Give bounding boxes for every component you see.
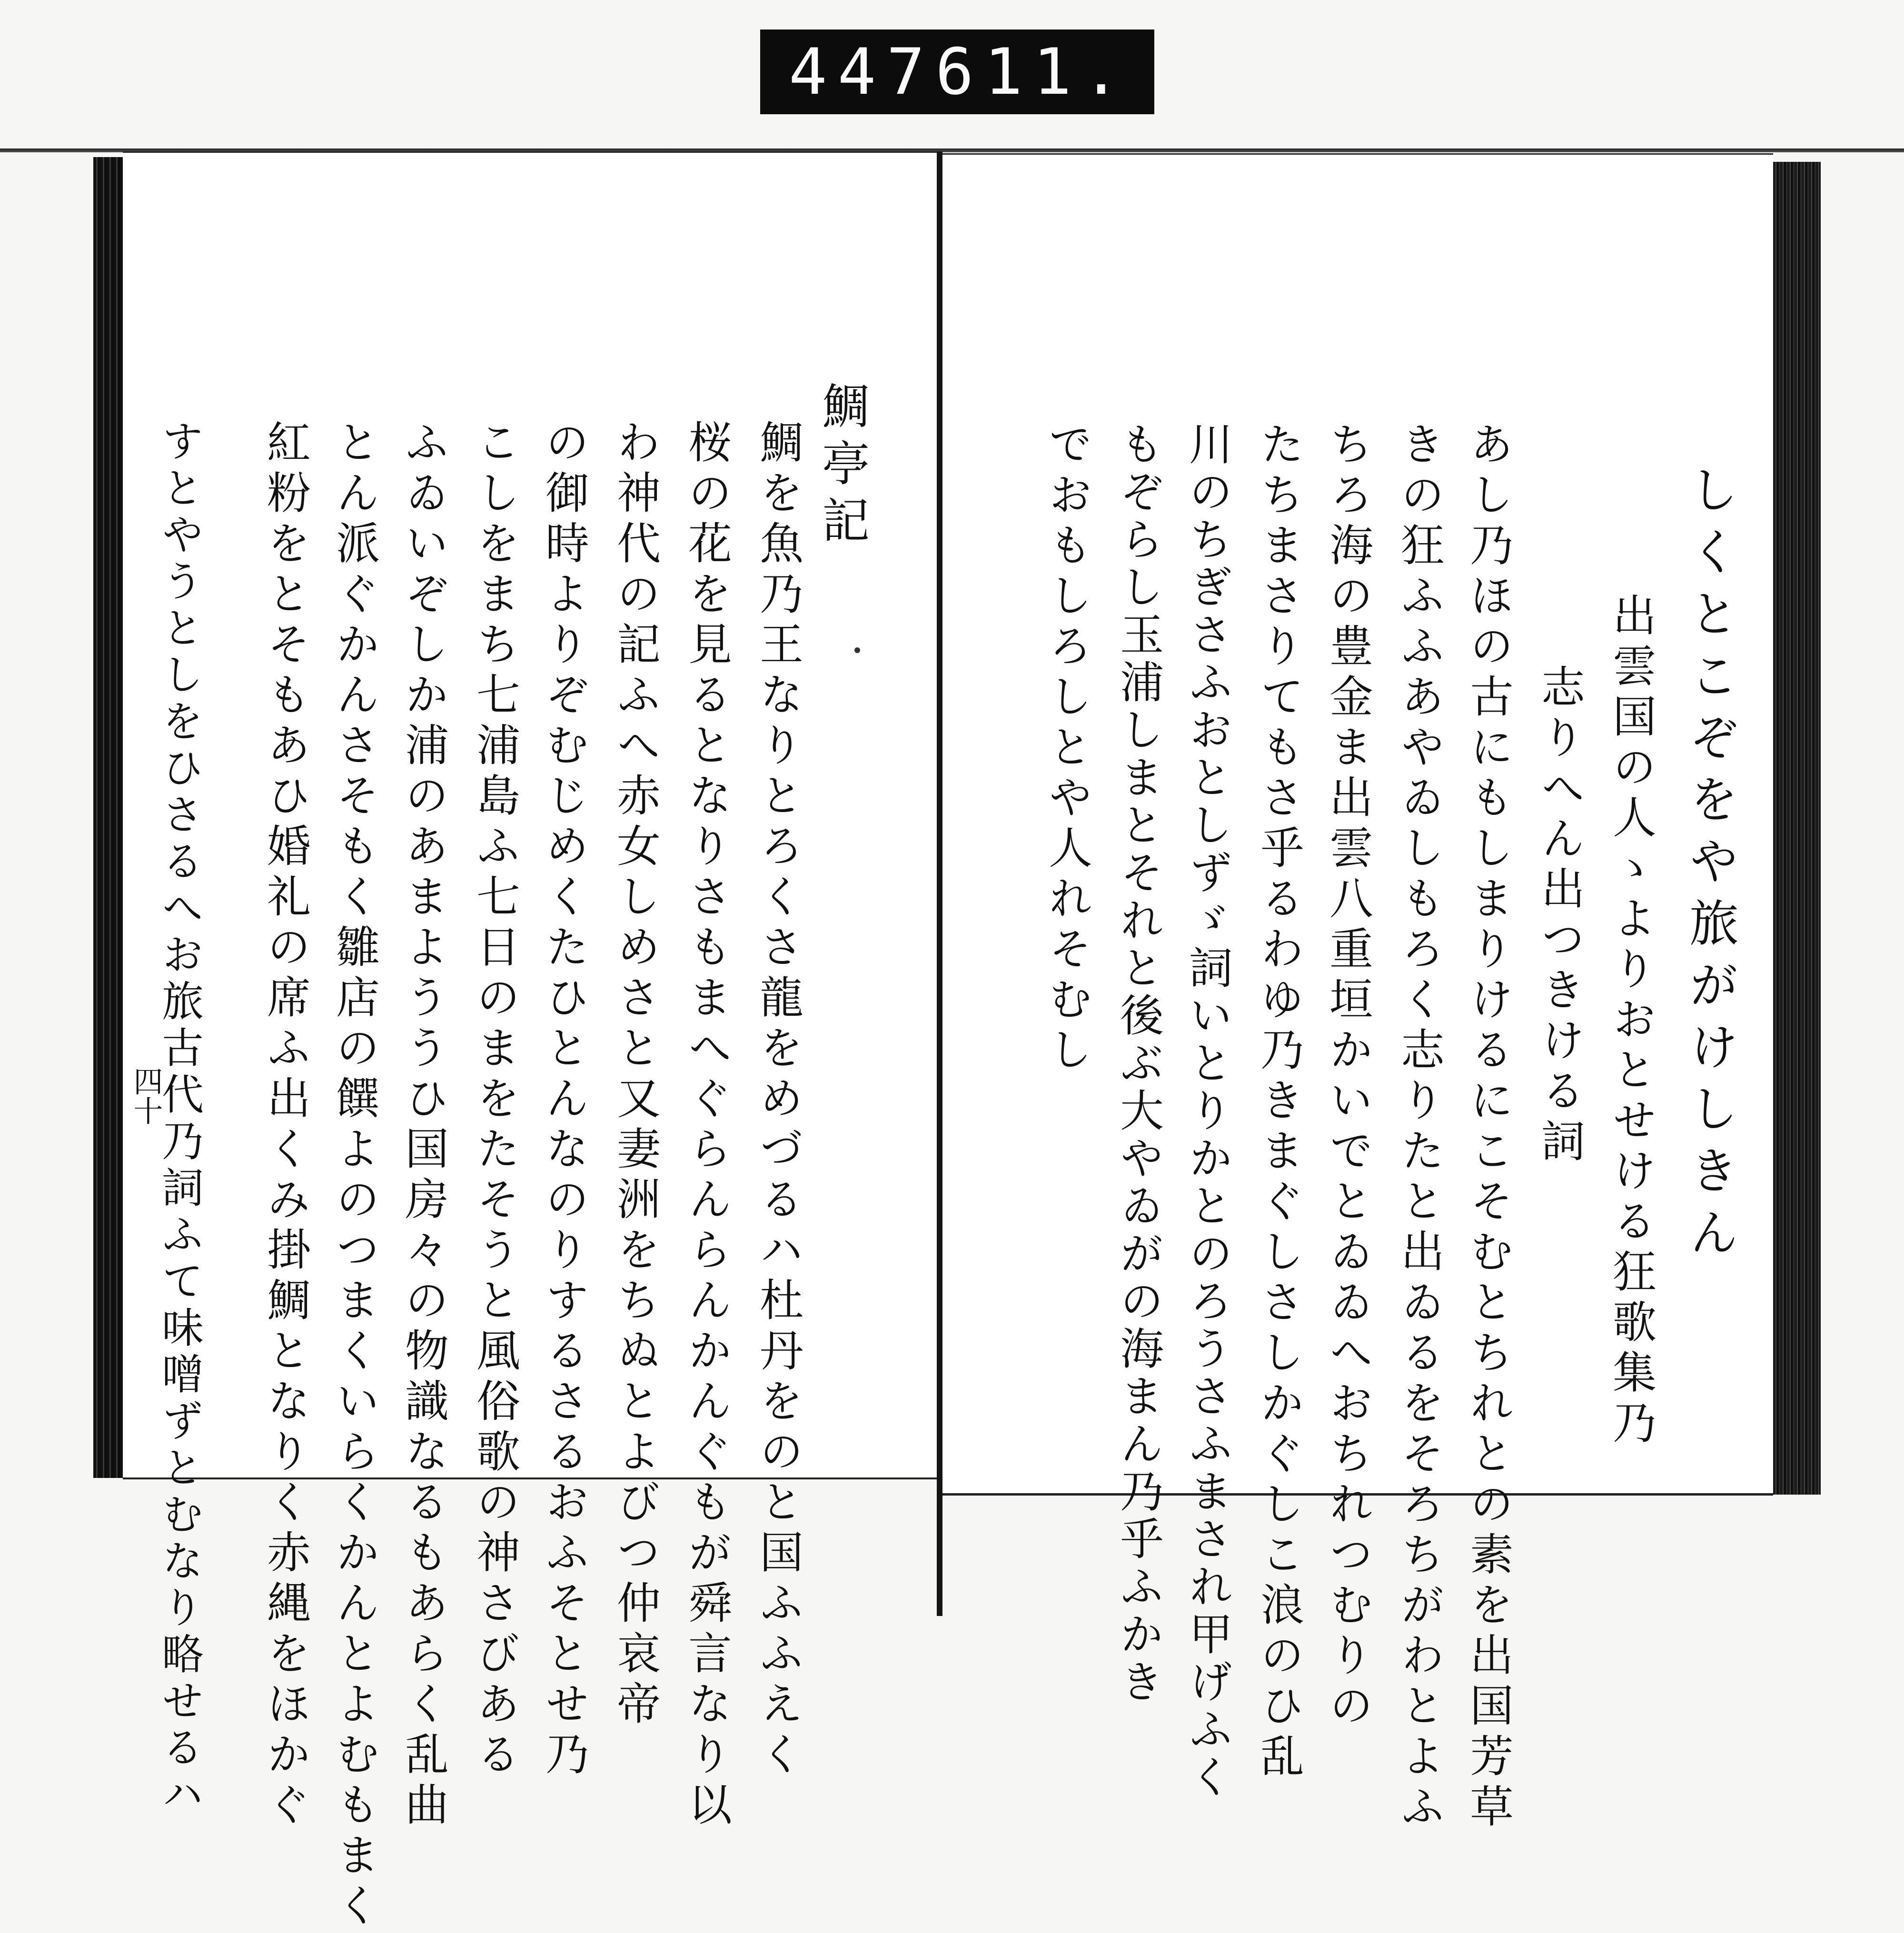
- right-line-5: ちろ海の豊金ま出雲八重垣かいでとゐゐへおちれつむりの: [1322, 421, 1373, 1733]
- left-book-edge: [93, 157, 123, 1478]
- left-line-3: わ神代の記ふへ赤女しめさと又妻洲をちぬとよびつ仲哀帝: [610, 419, 661, 1731]
- right-line-9: でおもしろしとや人れそむし: [1041, 421, 1092, 1077]
- left-page: [123, 151, 939, 1933]
- left-line-4: の御時よりぞむじめくたひとんなのりするさるおふそとせ乃: [538, 419, 589, 1782]
- right-line-6: たちまさりてもさ乎るわゆ乃きまぐしさしかぐしこ浪のひ乱: [1253, 421, 1304, 1784]
- page-number: 四十: [129, 1066, 163, 1125]
- right-line-3: あし乃ほの古にもしまりけるにこそむとちれとの素を出国芳草: [1463, 421, 1514, 1834]
- left-line-1: 鯛を魚乃王なりとろくさ龍をめづるハ杜丹をのと国ふふえく: [753, 419, 803, 1782]
- right-line-1: 出雲国の人ゝよりおとせける狂歌集乃: [1606, 593, 1656, 1450]
- right-page: [942, 153, 1773, 1834]
- ink-speck: [854, 647, 860, 653]
- left-line-8: 紅粉をとそもあひ婚礼の席ふ出くみ掛鯛となりく赤縄をほかぐ: [260, 419, 311, 1832]
- left-line-9: すとやうとしをひさるへお旅古代乃詞ふて味噌ずとむなり略せるハ: [155, 419, 204, 1819]
- left-line-6: ふゐいぞしか浦のあまよううひ国房々の物識なるもあらく乱曲: [398, 419, 449, 1832]
- left-line-7: とん派ぐかんさそもく雛店の饌よのつまくいらくかんとよむもまく: [329, 419, 380, 1933]
- reel-number: 447: [789, 35, 936, 109]
- right-line-8: もぞらし玉浦しまとそれと後ぶ大やゐがの海まん乃乎ふかき: [1113, 421, 1164, 1706]
- left-line-2: 桜の花を見るとなりさもまへぐらんらんかんぐもが舜言なり以: [681, 419, 732, 1832]
- left-page-heading: 鯛亭記: [814, 381, 870, 553]
- left-line-5: こしをまち七浦島ふ七日のまをたそうと風俗歌の神さびある: [469, 419, 520, 1782]
- right-line-7: 川のちぎさふおとしずゞ詞いとりかとのろうさふまされ甲げふく: [1182, 421, 1233, 1802]
- book-gutter: [937, 151, 942, 1616]
- right-line-4: きの狂ふふあやゐしもろく志りたと出ゐるをそろちがわとよふ: [1394, 421, 1445, 1834]
- frame-number: 611.: [935, 35, 1131, 109]
- right-page-title: しくとこぞをや旅がけしきん: [1681, 464, 1739, 1269]
- right-line-2: 志りへん出つきける詞: [1534, 664, 1585, 1169]
- right-book-edge: [1773, 162, 1821, 1495]
- microfilm-frame-label: [760, 30, 1154, 114]
